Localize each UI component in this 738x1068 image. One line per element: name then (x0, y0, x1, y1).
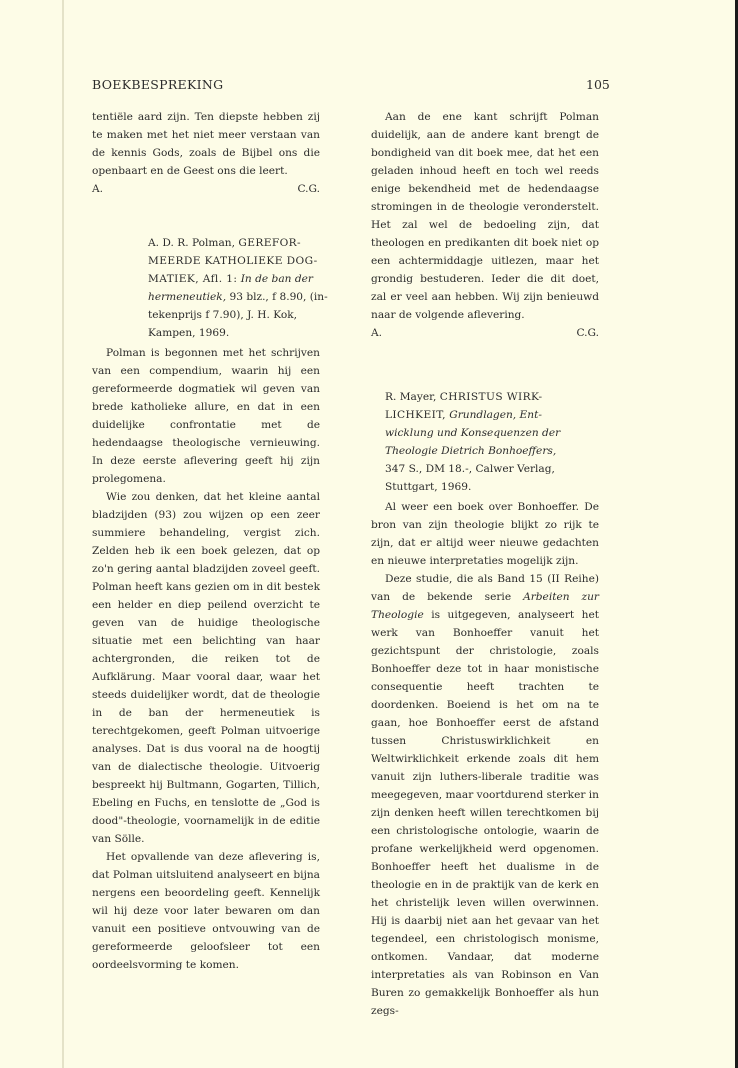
book-title-line: MATIEK, Afl. 1: (148, 273, 238, 285)
book-author: R. Mayer, (385, 391, 437, 403)
review-paragraph: Wie zou denken, dat het kleine aantal bladzijden (93) zou wijzen op een zeer summiere behandeling, vergist zich. Zelden heb ik een boek gelezen, dat op zo'n gering aantal bladzijden zoveel geeft. Polman heeft kans gezien om in dit bestek een helder en diep peilend overzicht te geven van de huidige theologische situatie met een belichting van haar achtergronden, die reiken tot de Aufklärung. Maar vooral daar, waar het steeds duidelijker wordt, dat de theologie in de ban der hermeneutiek is terechtgekomen, geeft Polman uitvoerige analyses. Dat is dus vooral na de hoogtij van de dialectische theologie. Uitvoerig bespreekt hij Bultmann, Gogarten, Tillich, Ebeling en Fuchs, en tenslotte de „God is dood"-theologie, voornamelijk in de editie van Sölle. (92, 491, 320, 845)
review-paragraph: Polman is begonnen met het schrijven van een compendium, waarin hij een gereformeerde dogmatiek wil geven van brede katholieke allure, en dat in een duidelijke confrontatie met de hedendaagse theologische vernieuwing. In deze eerste aflevering geeft hij zijn prolegomena. (92, 347, 320, 485)
series-title: Arbeiten zur Theologie (371, 591, 599, 621)
book-title: CHRISTUS WIRK- (439, 391, 543, 403)
book-publisher: Stuttgart, 1969. (385, 481, 472, 493)
left-column (92, 108, 328, 974)
review-paragraph (371, 570, 599, 1020)
right-column (371, 108, 599, 1020)
signature-initial: A. (92, 183, 104, 195)
review-paragraph: Al weer een boek over Bonhoeffer. De bron van zijn theologie blijkt zo rijk te zijn, dat er altijd weer nieuwe gedachten en nieuwe interpretaties mogelijk zijn. (371, 501, 599, 567)
page-number: 105 (586, 77, 610, 92)
signature-line (92, 180, 320, 198)
signature-line (371, 324, 599, 342)
carryover-paragraph: tentiële aard zijn. Ten diepste hebben zij te maken met het niet meer verstaan van de kennis Gods, zoals de Bijbel ons die openbaart en de Geest ons die leert. (92, 111, 320, 177)
paragraph-text: is uitgegeven, analyseert het werk van Bonhoeffer vanuit het gezichtspunt der christologie, zoals Bonhoeffer deze tot in haar monistische consequentie heeft trachten te doordenken. Boeiend is het om na te gaan, hoe Bonhoeffer eerst de afstand tussen Christuswirklichkeit en Weltwirklichkeit erkende zoals dit hem vanuit zijn luthers-liberale traditie was meegegeven, maar voortdurend sterker in zijn denken heeft willen terechtkomen bij een christologische ontologie, waarin de profane werkelijkheid werd opgenomen. Bonhoeffer heeft het dualisme in de theologie en in de praktijk van de kerk en het christelijk leven willen overwinnen. Hij is daarbij niet aan het gevaar van het tegendeel, een christologisch monisme, ontkomen. Vandaar, dat moderne interpretaties als van Robinson en Van Buren zo gemakkelijk Bonhoeffer als hun zegs- (371, 609, 599, 1017)
book-price: tekenprijs f 7.90), J. H. Kok, (148, 309, 298, 321)
reviewer-initials: C.G. (576, 327, 599, 339)
paragraph-text: Deze studie, die als Band 15 (II Reihe) van de bekende serie (371, 573, 599, 603)
book-subtitle: Grundlagen, Ent- (449, 409, 542, 421)
bibliographic-entry (385, 388, 599, 496)
book-details: 93 blz., f 8.90, (in- (229, 291, 328, 303)
book-subtitle-line: Theologie Dietrich Bonhoeffers, (385, 445, 557, 457)
signature-initial: A. (371, 327, 383, 339)
book-title-line: MEERDE KATHOLIEKE DOG- (148, 255, 318, 267)
reviewer-initials: C.G. (297, 183, 320, 195)
running-title: BOEKBESPREKING (92, 77, 224, 92)
book-details: 347 S., DM 18.-, Calwer Verlag, (385, 463, 555, 475)
book-subtitle-line: hermeneutiek, (148, 291, 227, 303)
book-title-line: LICHKEIT, (385, 409, 446, 421)
book-author: A. D. R. Polman, (148, 237, 235, 249)
review-paragraph: Aan de ene kant schrijft Polman duidelijk, aan de andere kant brengt de bondigheid van dit boek mee, dat het een geladen inhoud heeft en toch wel reeds enige bekendheid met de hedendaagse stromingen in de theologie veronderstelt. Het zal wel de bedoeling zijn, dat theologen en predikanten dit boek niet op een achtermiddagje uitlezen, maar het grondig bestuderen. Ieder die dit doet, zal er veel aan hebben. Wij zijn benieuwd naar de volgende aflevering. (371, 111, 599, 321)
book-title: GEREFOR- (238, 237, 302, 249)
bibliographic-entry (148, 234, 328, 342)
review-paragraph: Het opvallende van deze aflevering is, dat Polman uitsluitend analyseert en bijna nergens een beoordeling geeft. Kennelijk wil hij deze voor later bewaren om dan vanuit een positieve ontvouwing van de gereformeerde geloofsleer tot een oordeelsvorming te komen. (92, 851, 320, 971)
book-publisher: Kampen, 1969. (148, 327, 230, 339)
book-subtitle: In de ban der (240, 273, 313, 285)
book-subtitle-line: wicklung und Konsequenzen der (385, 427, 561, 439)
page-edge-left (62, 0, 64, 1068)
